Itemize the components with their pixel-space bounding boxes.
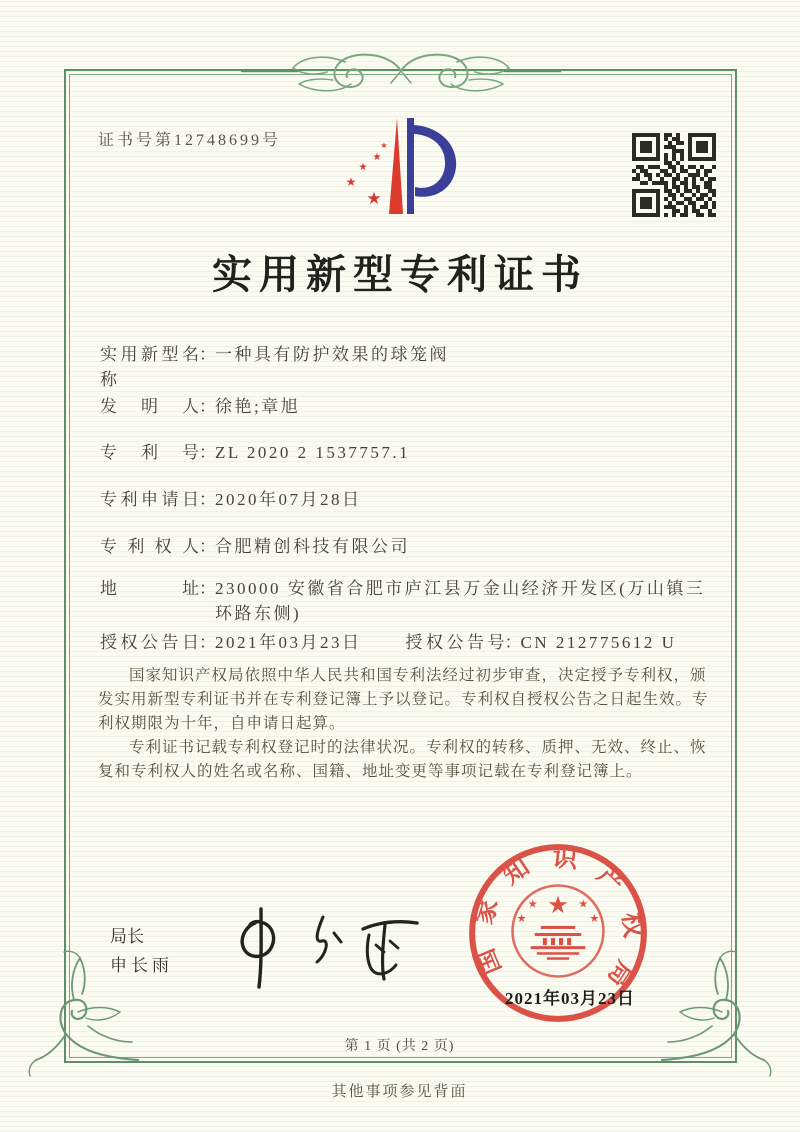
grant-date-pair	[100, 633, 362, 652]
svg-text:★: ★	[516, 911, 527, 925]
field-value: 230000 安徽省合肥市庐江县万金山经济开发区(万山镇三环路东侧)	[215, 579, 706, 623]
field-inventors	[100, 394, 300, 419]
logo-blue-bar	[407, 118, 414, 214]
svg-text:★: ★	[345, 175, 357, 189]
signer-title: 局长	[110, 927, 144, 946]
field-patent-number	[100, 440, 410, 465]
field-value: 2020年07月28日	[215, 490, 362, 509]
field-colon: ：	[199, 537, 216, 556]
signature	[225, 903, 435, 993]
seal-text: 国家知识产权局	[469, 843, 648, 993]
qr-code	[632, 133, 716, 217]
field-value: ZL 2020 2 1537757.1	[215, 443, 411, 462]
national-emblem	[513, 886, 604, 977]
signer-name: 申长雨	[110, 956, 173, 975]
field-grant-row	[100, 630, 676, 655]
field-colon: ：	[504, 633, 522, 652]
field-label: 专利申请日	[100, 490, 199, 509]
svg-text:★: ★	[527, 897, 538, 911]
svg-text:★: ★	[372, 152, 382, 163]
field-value: 一种具有防护效果的球笼阀	[215, 345, 449, 364]
field-application-date	[100, 487, 362, 512]
logo-stars	[346, 141, 388, 209]
svg-text:★: ★	[547, 889, 569, 919]
certificate-number: 证书号第12748699号	[98, 132, 282, 149]
field-utility-model-name	[100, 342, 449, 392]
field-colon: ：	[199, 633, 216, 652]
legal-text	[98, 664, 710, 784]
field-value: 合肥精创科技有限公司	[215, 537, 410, 556]
field-colon: ：	[199, 443, 216, 462]
field-label: 发明人	[100, 397, 199, 416]
field-patentee	[100, 534, 410, 559]
seal-date: 2021年03月23日	[505, 989, 635, 1008]
svg-text:★: ★	[358, 162, 368, 173]
page-number: 第 1 页 (共 2 页)	[344, 1039, 455, 1054]
field-label: 地址	[100, 579, 199, 598]
field-address	[100, 576, 720, 626]
logo-blue-bowl	[414, 125, 456, 197]
grant-number-value: CN 212775612 U	[520, 633, 677, 652]
grant-date-value: 2021年03月23日	[215, 633, 362, 652]
field-value: 徐艳;章旭	[215, 397, 301, 416]
field-colon: ：	[199, 345, 216, 364]
logo-red-wedge	[389, 118, 403, 214]
svg-text:★: ★	[380, 141, 388, 150]
field-label: 授权公告号	[405, 633, 505, 652]
back-note: 其他事项参见背面	[331, 1084, 468, 1100]
field-colon: ：	[199, 579, 216, 598]
field-label: 授权公告日	[100, 633, 199, 652]
corner-flourish-right	[652, 948, 782, 1080]
grant-number-pair	[406, 633, 677, 652]
field-label: 专利号	[100, 443, 199, 462]
legal-paragraph-1: 国家知识产权局依照中华人民共和国专利法经过初步审查，决定授予专利权，颁发实用新型专利证书并在专利登记簿上予以登记。专利权自授权公告之日起生效。专利权期限为十年，自申请日起算。	[98, 667, 709, 732]
field-colon: ：	[199, 490, 216, 509]
svg-text:★: ★	[366, 189, 382, 209]
field-label: 实用新型名称	[100, 345, 199, 389]
field-label: 专利权人	[100, 537, 199, 556]
cnipa-logo	[330, 103, 480, 223]
field-colon: ：	[199, 397, 216, 416]
legal-paragraph-2: 专利证书记载专利权登记时的法律状况。专利权的转移、质押、无效、终止、恢复和专利权人的姓名或名称、国籍、地址变更等事项记载在专利登记簿上。	[98, 739, 707, 780]
top-ornament	[241, 44, 561, 96]
svg-text:★: ★	[578, 897, 589, 911]
certificate-title: 实用新型专利证书	[212, 252, 588, 297]
svg-text:★: ★	[589, 911, 600, 925]
